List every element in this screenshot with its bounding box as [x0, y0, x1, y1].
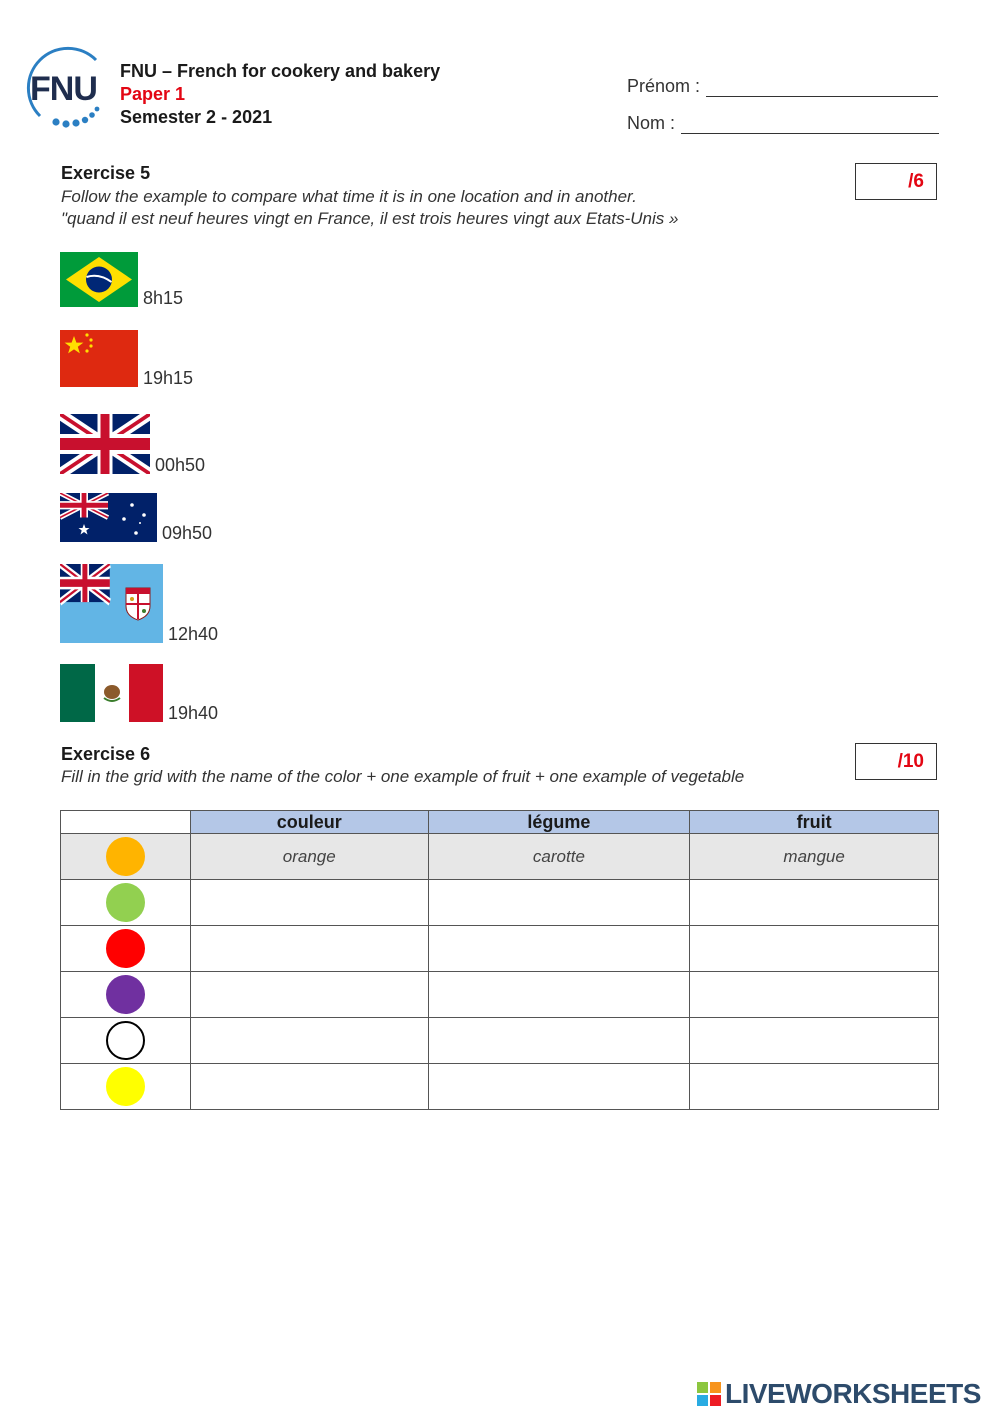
- color-swatch: [106, 929, 145, 968]
- nom-input-line[interactable]: [681, 116, 939, 134]
- brazil-time: 8h15: [143, 288, 184, 308]
- grid-cell-fruit[interactable]: [690, 880, 939, 926]
- color-swatch: [106, 837, 145, 876]
- exercise5-instructions: [61, 186, 678, 230]
- china-time: 19h15: [143, 368, 194, 388]
- grid-color-cell: [61, 834, 191, 880]
- grid-color-cell: [61, 1018, 191, 1064]
- grid-header-legume: légume: [428, 811, 690, 834]
- grid-cell-couleur[interactable]: [190, 972, 428, 1018]
- nom-label: Nom :: [627, 113, 676, 133]
- uk-time: 00h50: [155, 455, 206, 475]
- australia-flag-icon: [60, 493, 157, 542]
- grid-header-blank: [61, 811, 191, 834]
- exercise6-instruction: Fill in the grid with the name of the color + one example of fruit + one example of vegetable: [61, 767, 745, 786]
- grid-cell-legume[interactable]: [428, 972, 690, 1018]
- grid-cell-fruit: mangue: [690, 834, 939, 880]
- exercise5-score-box: /6: [855, 163, 937, 200]
- grid-row: [61, 1064, 939, 1110]
- china-flag-icon: [60, 330, 138, 387]
- grid-cell-couleur[interactable]: [190, 1064, 428, 1110]
- grid-color-cell: [61, 972, 191, 1018]
- grid-row: [61, 834, 939, 880]
- uk-flag-icon: [60, 414, 150, 474]
- exercise6-score-box: /10: [855, 743, 937, 780]
- liveworksheets-brand: LIVEWORKSHEETS: [725, 1378, 981, 1409]
- grid-cell-couleur: orange: [190, 834, 428, 880]
- student-name-fields: [627, 66, 939, 134]
- color-swatch: [106, 1067, 145, 1106]
- grid-color-cell: [61, 880, 191, 926]
- grid-cell-fruit[interactable]: [690, 926, 939, 972]
- flag-row-uk: [60, 414, 205, 474]
- grid-cell-legume[interactable]: [428, 1018, 690, 1064]
- grid-row: [61, 972, 939, 1018]
- grid-row: [61, 1018, 939, 1064]
- grid-header-row: [61, 811, 939, 834]
- flag-row-china: [60, 330, 193, 387]
- exercise5-instruction-line2: "quand il est neuf heures vingt en France, il est trois heures vingt aux Etats-Unis »: [61, 209, 679, 228]
- liveworksheets-logo: [697, 1378, 981, 1410]
- color-swatch: [106, 975, 145, 1014]
- grid-cell-legume[interactable]: [428, 880, 690, 926]
- fnu-logo-text: FNU: [30, 70, 97, 108]
- liveworksheets-icon: [697, 1382, 721, 1406]
- exercise5-instruction-line1: Follow the example to compare what time it is in one location and in another.: [61, 187, 637, 206]
- color-fruit-vegetable-grid: [60, 810, 939, 1110]
- exercise6-title: Exercise 6: [61, 744, 151, 764]
- fiji-time: 12h40: [168, 624, 219, 644]
- grid-cell-couleur[interactable]: [190, 1018, 428, 1064]
- header-titles: [120, 60, 440, 129]
- prenom-label: Prénom :: [627, 76, 701, 96]
- mexico-flag-icon: [60, 664, 163, 722]
- paper-label: Paper 1: [120, 84, 186, 104]
- color-swatch: [106, 883, 145, 922]
- grid-color-cell: [61, 1064, 191, 1110]
- grid-header-fruit: fruit: [690, 811, 939, 834]
- brazil-flag-icon: [60, 252, 138, 307]
- grid-row: [61, 880, 939, 926]
- australia-time: 09h50: [162, 523, 213, 543]
- flag-row-australia: [60, 493, 212, 542]
- grid-cell-legume[interactable]: [428, 1064, 690, 1110]
- flag-row-mexico: [60, 664, 218, 722]
- grid-cell-fruit[interactable]: [690, 1064, 939, 1110]
- fiji-flag-icon: [60, 564, 163, 643]
- grid-row: [61, 926, 939, 972]
- mexico-time: 19h40: [168, 703, 219, 723]
- flag-row-brazil: [60, 252, 183, 307]
- grid-cell-fruit[interactable]: [690, 972, 939, 1018]
- exercise5-title: Exercise 5: [61, 163, 151, 183]
- course-title: FNU – French for cookery and bakery: [120, 61, 441, 81]
- grid-cell-fruit[interactable]: [690, 1018, 939, 1064]
- prenom-input-line[interactable]: [706, 79, 938, 97]
- semester-label: Semester 2 - 2021: [120, 107, 273, 127]
- grid-cell-legume[interactable]: [428, 926, 690, 972]
- grid-cell-couleur[interactable]: [190, 926, 428, 972]
- flag-row-fiji: [60, 564, 218, 643]
- grid-cell-couleur[interactable]: [190, 880, 428, 926]
- grid-cell-legume: carotte: [428, 834, 690, 880]
- color-swatch: [106, 1021, 145, 1060]
- grid-header-couleur: couleur: [190, 811, 428, 834]
- grid-color-cell: [61, 926, 191, 972]
